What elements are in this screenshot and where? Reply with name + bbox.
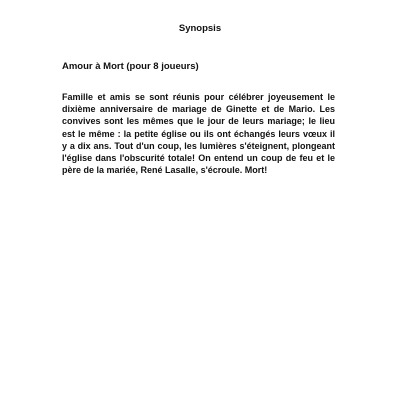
synopsis-paragraph: Famille et amis se sont réunis pour célébrer joyeusement le dixième anniversaire de mariage de Ginette et de Mario. Les convives sont les mêmes que le jour de leurs mariage; le lieu est le même : la petite église ou ils ont échangés leurs vœux il y a dix ans. Tout d'un coup, les lumières s'éteignent, plongeant l'église dans l'obscurité totale! On entend un coup de feu et le père de la mariée, René Lasalle, s'écroule. Mort! xyxy=(62,92,335,176)
page-title: Synopsis xyxy=(178,23,222,34)
play-heading: Amour à Mort (pour 8 joueurs) xyxy=(62,61,199,72)
